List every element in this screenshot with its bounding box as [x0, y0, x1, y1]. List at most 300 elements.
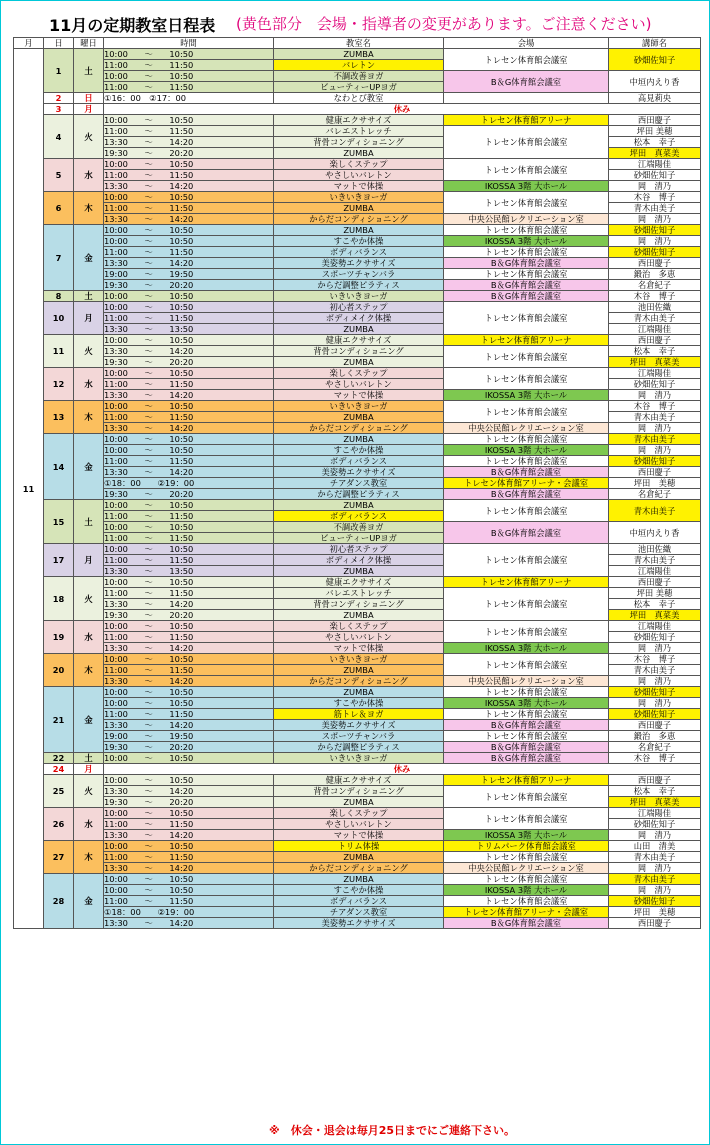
instructor: 江端陽佳 [609, 368, 701, 379]
session-row [14, 434, 701, 445]
weekday: 月 [74, 544, 104, 577]
class-name: 楽しくステップ [274, 159, 444, 170]
session-row [14, 159, 701, 170]
session-time: 11:00 ～ 11:50 [104, 203, 274, 214]
venue: トレセン体育館会議室 [444, 874, 609, 885]
class-name: からだコンディショニング [274, 423, 444, 434]
day-number: 3 [44, 104, 74, 115]
instructor: 西田慶子 [609, 467, 701, 478]
header-venue: 会場 [444, 38, 609, 49]
class-name: ZUMBA [274, 49, 444, 60]
class-name: 健康エクササイズ [274, 115, 444, 126]
instructor: 中垣内えり香 [609, 71, 701, 93]
instructor: 青木由美子 [609, 500, 701, 522]
session-time: 10:00 ～ 10:50 [104, 687, 274, 698]
class-name: マットで体操 [274, 830, 444, 841]
day-number: 20 [44, 654, 74, 687]
class-name: やさしいバレトン [274, 632, 444, 643]
class-name: からだコンディショニング [274, 214, 444, 225]
session-time: 19:30 ～ 20:20 [104, 280, 274, 291]
instructor: 鍛治 多恵 [609, 731, 701, 742]
instructor: 西田慶子 [609, 918, 701, 929]
class-name: すこやか体操 [274, 885, 444, 896]
session-time: 11:00 ～ 11:50 [104, 313, 274, 324]
class-name: チアダンス教室 [274, 478, 444, 489]
class-name: すこやか体操 [274, 445, 444, 456]
class-name: いきいきヨーガ [274, 654, 444, 665]
session-row [14, 907, 701, 918]
instructor: 江端陽佳 [609, 159, 701, 170]
weekday: 火 [74, 115, 104, 159]
class-name: ZUMBA [274, 434, 444, 445]
instructor: 岡 清乃 [609, 181, 701, 192]
instructor: 中垣内えり香 [609, 522, 701, 544]
weekday: 火 [74, 775, 104, 808]
class-name: ボディメイク体操 [274, 555, 444, 566]
day-number: 17 [44, 544, 74, 577]
day-number: 27 [44, 841, 74, 874]
weekday: 水 [74, 808, 104, 841]
session-row [14, 687, 701, 698]
header-time: 時間 [104, 38, 274, 49]
weekday: 水 [74, 621, 104, 654]
class-name: 楽しくステップ [274, 621, 444, 632]
session-time: 11:00 ～ 11:50 [104, 588, 274, 599]
day-number: 6 [44, 192, 74, 225]
day-number: 19 [44, 621, 74, 654]
session-time: 10:00 ～ 10:50 [104, 874, 274, 885]
weekday: 金 [74, 687, 104, 753]
session-time: 13:30 ～ 14:20 [104, 390, 274, 401]
venue [444, 93, 609, 104]
day-number: 28 [44, 874, 74, 929]
session-time: 13:30 ～ 14:20 [104, 181, 274, 192]
session-row [14, 236, 701, 247]
day-number: 13 [44, 401, 74, 434]
instructor: 松本 幸子 [609, 346, 701, 357]
session-row [14, 698, 701, 709]
weekday: 木 [74, 192, 104, 225]
class-name: 美姿勢エクササイズ [274, 918, 444, 929]
class-name: ZUMBA [274, 610, 444, 621]
instructor: 砂畑佐知子 [609, 225, 701, 236]
day-number: 18 [44, 577, 74, 621]
session-time: 10:00 ～ 10:50 [104, 577, 274, 588]
session-row [14, 214, 701, 225]
day-row-24 [14, 764, 701, 775]
session-row [14, 368, 701, 379]
class-name: 健康エクササイズ [274, 775, 444, 786]
day-number: 12 [44, 368, 74, 401]
instructor: 砂畑佐知子 [609, 709, 701, 720]
session-time: 11:00 ～ 11:50 [104, 412, 274, 423]
session-time: 19:00 ～ 19:50 [104, 731, 274, 742]
class-name: 背骨コンディショニング [274, 346, 444, 357]
class-name: ビューティーUPヨガ [274, 82, 444, 93]
session-time: 19:30 ～ 20:20 [104, 357, 274, 368]
weekday: 木 [74, 654, 104, 687]
instructor: 西田慶子 [609, 258, 701, 269]
session-time: 19:30 ～ 20:20 [104, 489, 274, 500]
instructor: 青木由美子 [609, 203, 701, 214]
instructor: 木谷 博子 [609, 753, 701, 764]
session-row [14, 126, 701, 137]
instructor: 岡 清乃 [609, 698, 701, 709]
session-row [14, 918, 701, 929]
class-name: バレエストレッチ [274, 126, 444, 137]
venue: トレセン体育館会議室 [444, 192, 609, 214]
instructor: 坪田 美穂 [609, 588, 701, 599]
instructor: 江端陽佳 [609, 808, 701, 819]
session-time: 11:00 ～ 11:50 [104, 456, 274, 467]
session-row [14, 71, 701, 82]
instructor: 砂畑佐知子 [609, 49, 701, 71]
class-name: ZUMBA [274, 148, 444, 159]
session-time: 11:00 ～ 11:50 [104, 170, 274, 181]
venue: トレセン体育館アリーナ・会議室 [444, 907, 609, 918]
class-name: ZUMBA [274, 324, 444, 335]
class-name: 背骨コンディショニング [274, 137, 444, 148]
instructor: 砂畑佐知子 [609, 819, 701, 830]
day-number: 4 [44, 115, 74, 159]
instructor: 高見莉央 [609, 93, 701, 104]
day-number: 24 [44, 764, 74, 775]
session-row [14, 489, 701, 500]
class-name: ボディバランス [274, 896, 444, 907]
session-row [14, 654, 701, 665]
weekday: 月 [74, 302, 104, 335]
class-name: いきいきヨーガ [274, 753, 444, 764]
class-name: いきいきヨーガ [274, 192, 444, 203]
session-time: ①18：00 ②19：00 [104, 907, 274, 918]
day-number: 2 [44, 93, 74, 104]
class-name: ZUMBA [274, 357, 444, 368]
venue: トレセン体育館会議室 [444, 852, 609, 863]
day-number: 1 [44, 49, 74, 93]
class-name: スポーツチャンバラ [274, 269, 444, 280]
instructor: 名倉紀子 [609, 489, 701, 500]
weekday: 水 [74, 159, 104, 192]
venue: トレセン体育館会議室 [444, 731, 609, 742]
session-row [14, 731, 701, 742]
title-row [1, 7, 701, 35]
session-time: 10:00 ～ 10:50 [104, 401, 274, 412]
venue: トレセン体育館会議室 [444, 49, 609, 71]
session-time: 13:30 ～ 14:20 [104, 830, 274, 841]
venue: 中央公民館レクリエーション室 [444, 214, 609, 225]
session-row [14, 192, 701, 203]
venue: B＆G体育館会議室 [444, 489, 609, 500]
session-time: 13:30 ～ 14:20 [104, 720, 274, 731]
instructor: 西田慶子 [609, 720, 701, 731]
schedule-body [14, 49, 701, 929]
class-name: 楽しくステップ [274, 368, 444, 379]
venue: B＆G体育館会議室 [444, 258, 609, 269]
instructor: 西田慶子 [609, 577, 701, 588]
session-time: 11:00 ～ 11:50 [104, 379, 274, 390]
weekday: 土 [74, 500, 104, 544]
venue: 中央公民館レクリエーション室 [444, 423, 609, 434]
instructor: 木谷 博子 [609, 401, 701, 412]
class-name: やさしいバレトン [274, 379, 444, 390]
weekday: 土 [74, 291, 104, 302]
class-name: 背骨コンディショニング [274, 599, 444, 610]
instructor: 池田佐織 [609, 544, 701, 555]
instructor: 松本 幸子 [609, 137, 701, 148]
instructor: 西田慶子 [609, 115, 701, 126]
session-time: 11:00 ～ 11:50 [104, 709, 274, 720]
header-instructor: 講師名 [609, 38, 701, 49]
session-time: 11:00 ～ 11:50 [104, 896, 274, 907]
class-name: 背骨コンディショニング [274, 786, 444, 797]
venue: トレセン体育館会議室 [444, 786, 609, 808]
class-name: 不調改善ヨガ [274, 522, 444, 533]
instructor: 江端陽佳 [609, 324, 701, 335]
session-time: 10:00 ～ 10:50 [104, 115, 274, 126]
venue: IKOSSA 3階 大ホール [444, 236, 609, 247]
venue: トレセン体育館会議室 [444, 302, 609, 335]
session-row [14, 401, 701, 412]
venue: トレセン体育館アリーナ [444, 577, 609, 588]
session-row [14, 544, 701, 555]
session-time: ①18：00 ②19：00 [104, 478, 274, 489]
venue: トレセン体育館アリーナ [444, 775, 609, 786]
class-name: なわとび教室 [274, 93, 444, 104]
session-row [14, 181, 701, 192]
day-number: 22 [44, 753, 74, 764]
session-row [14, 49, 701, 60]
class-name: すこやか体操 [274, 236, 444, 247]
instructor: 砂畑佐知子 [609, 896, 701, 907]
day-number: 15 [44, 500, 74, 544]
venue: トレセン体育館会議室 [444, 709, 609, 720]
instructor: 岡 清乃 [609, 390, 701, 401]
session-row [14, 93, 701, 104]
venue: B＆G体育館会議室 [444, 467, 609, 478]
session-row [14, 775, 701, 786]
venue: トレセン体育館会議室 [444, 225, 609, 236]
class-name: スポーツチャンバラ [274, 731, 444, 742]
venue: 中央公民館レクリエーション室 [444, 863, 609, 874]
venue: トレセン体育館会議室 [444, 126, 609, 159]
day-number: 5 [44, 159, 74, 192]
instructor: 坪田 美穂 [609, 126, 701, 137]
venue: トレセン体育館会議室 [444, 654, 609, 676]
venue: トレセン体育館会議室 [444, 456, 609, 467]
session-row [14, 852, 701, 863]
session-row [14, 808, 701, 819]
venue: IKOSSA 3階 大ホール [444, 830, 609, 841]
day-number: 21 [44, 687, 74, 753]
session-time: 19:30 ～ 20:20 [104, 797, 274, 808]
instructor: 鍛治 多恵 [609, 269, 701, 280]
venue: B＆G体育館会議室 [444, 720, 609, 731]
venue: トレセン体育館会議室 [444, 896, 609, 907]
venue: B＆G体育館会議室 [444, 280, 609, 291]
session-time: 13:30 ～ 14:20 [104, 643, 274, 654]
instructor: 岡 清乃 [609, 676, 701, 687]
venue: B＆G体育館会議室 [444, 291, 609, 302]
header-month: 月 [14, 38, 44, 49]
session-time: 13:30 ～ 13:50 [104, 324, 274, 335]
class-name: ボディバランス [274, 456, 444, 467]
venue: トレセン体育館会議室 [444, 588, 609, 621]
venue: IKOSSA 3階 大ホール [444, 643, 609, 654]
class-name: からだ調整ピラティス [274, 742, 444, 753]
session-time: 19:30 ～ 20:20 [104, 148, 274, 159]
session-time: 13:30 ～ 14:20 [104, 137, 274, 148]
session-time: 13:30 ～ 14:20 [104, 676, 274, 687]
session-time: 10:00 ～ 10:50 [104, 808, 274, 819]
instructor: 木谷 博子 [609, 291, 701, 302]
session-row [14, 445, 701, 456]
instructor: 青木由美子 [609, 665, 701, 676]
venue: IKOSSA 3階 大ホール [444, 390, 609, 401]
instructor: 青木由美子 [609, 313, 701, 324]
session-time: 10:00 ～ 10:50 [104, 522, 274, 533]
class-name: マットで体操 [274, 390, 444, 401]
instructor: 岡 清乃 [609, 643, 701, 654]
session-time: 13:30 ～ 14:20 [104, 863, 274, 874]
weekday: 木 [74, 401, 104, 434]
schedule-table [13, 37, 701, 929]
instructor: 砂畑佐知子 [609, 379, 701, 390]
session-row [14, 423, 701, 434]
class-name: ZUMBA [274, 665, 444, 676]
session-time: 10:00 ～ 10:50 [104, 291, 274, 302]
session-row [14, 335, 701, 346]
venue: IKOSSA 3階 大ホール [444, 885, 609, 896]
venue: トレセン体育館アリーナ [444, 335, 609, 346]
day-number: 10 [44, 302, 74, 335]
session-row [14, 456, 701, 467]
session-time: 13:30 ～ 14:20 [104, 258, 274, 269]
venue: トリムパーク体育館会議室 [444, 841, 609, 852]
class-name: 健康エクササイズ [274, 335, 444, 346]
instructor: 岡 清乃 [609, 236, 701, 247]
class-name: からだコンディショニング [274, 676, 444, 687]
session-row [14, 291, 701, 302]
session-row [14, 225, 701, 236]
day-number: 25 [44, 775, 74, 808]
session-time: 10:00 ～ 10:50 [104, 159, 274, 170]
class-name: ZUMBA [274, 852, 444, 863]
session-row [14, 709, 701, 720]
session-time: 10:00 ～ 10:50 [104, 434, 274, 445]
session-time: 10:00 ～ 10:50 [104, 236, 274, 247]
instructor: 青木由美子 [609, 412, 701, 423]
session-row [14, 896, 701, 907]
class-name: ボディバランス [274, 247, 444, 258]
session-time: 10:00 ～ 10:50 [104, 445, 274, 456]
instructor: 名倉紀子 [609, 280, 701, 291]
instructor: 砂畑佐知子 [609, 687, 701, 698]
venue: トレセン体育館会議室 [444, 159, 609, 181]
session-time: 10:00 ～ 10:50 [104, 885, 274, 896]
header-class: 教室名 [274, 38, 444, 49]
class-name: ZUMBA [274, 797, 444, 808]
session-time: 10:00 ～ 10:50 [104, 335, 274, 346]
instructor: 坪田 真菜美 [609, 797, 701, 808]
class-name: 健康エクササイズ [274, 577, 444, 588]
class-name: いきいきヨーガ [274, 401, 444, 412]
day-number: 8 [44, 291, 74, 302]
month-cell: 11 [14, 49, 44, 929]
class-name: ビューティーUPヨガ [274, 533, 444, 544]
venue: トレセン体育館会議室 [444, 808, 609, 830]
instructor: 坪田 美穂 [609, 907, 701, 918]
venue: B＆G体育館会議室 [444, 918, 609, 929]
session-time: 10:00 ～ 10:50 [104, 775, 274, 786]
venue: トレセン体育館会議室 [444, 544, 609, 577]
venue: トレセン体育館アリーナ [444, 115, 609, 126]
class-name: ZUMBA [274, 687, 444, 698]
instructor: 木谷 博子 [609, 654, 701, 665]
session-row [14, 786, 701, 797]
session-row [14, 863, 701, 874]
class-name: すこやか体操 [274, 698, 444, 709]
class-name: 美姿勢エクササイズ [274, 467, 444, 478]
instructor: 松本 幸子 [609, 599, 701, 610]
session-row [14, 522, 701, 533]
session-row [14, 830, 701, 841]
session-row [14, 280, 701, 291]
session-time: 11:00 ～ 11:50 [104, 247, 274, 258]
venue: トレセン体育館会議室 [444, 269, 609, 280]
weekday: 火 [74, 577, 104, 621]
instructor: 青木由美子 [609, 555, 701, 566]
venue: B＆G体育館会議室 [444, 522, 609, 544]
class-name: ZUMBA [274, 566, 444, 577]
class-name: マットで体操 [274, 181, 444, 192]
venue: トレセン体育館アリーナ・会議室 [444, 478, 609, 489]
venue: トレセン体育館会議室 [444, 500, 609, 522]
day-row-3 [14, 104, 701, 115]
class-name: 美姿勢エクササイズ [274, 258, 444, 269]
instructor: 西田慶子 [609, 335, 701, 346]
instructor: 江端陽佳 [609, 566, 701, 577]
instructor: 砂畑佐知子 [609, 247, 701, 258]
session-time: 13:30 ～ 14:20 [104, 467, 274, 478]
venue: トレセン体育館会議室 [444, 346, 609, 368]
class-name: やさしいバレトン [274, 819, 444, 830]
session-row [14, 841, 701, 852]
header-day: 日 [44, 38, 74, 49]
session-time: 11:00 ～ 11:50 [104, 819, 274, 830]
day-number: 11 [44, 335, 74, 368]
session-time: 10:00 ～ 10:50 [104, 302, 274, 313]
session-row [14, 742, 701, 753]
session-row [14, 588, 701, 599]
instructor: 西田慶子 [609, 775, 701, 786]
class-name: トリム体操 [274, 841, 444, 852]
session-time: 10:00 ～ 10:50 [104, 192, 274, 203]
session-row [14, 467, 701, 478]
session-row [14, 302, 701, 313]
session-row [14, 577, 701, 588]
session-row [14, 346, 701, 357]
header-row [14, 38, 701, 49]
session-time: 11:00 ～ 11:50 [104, 511, 274, 522]
session-time: 13:30 ～ 13:50 [104, 566, 274, 577]
venue: トレセン体育館会議室 [444, 434, 609, 445]
class-name: バレトン [274, 60, 444, 71]
session-time: 11:00 ～ 11:50 [104, 126, 274, 137]
instructor: 青木由美子 [609, 852, 701, 863]
holiday-label: 休み [104, 104, 701, 115]
session-time: 10:00 ～ 10:50 [104, 49, 274, 60]
session-time: 11:00 ～ 11:50 [104, 632, 274, 643]
